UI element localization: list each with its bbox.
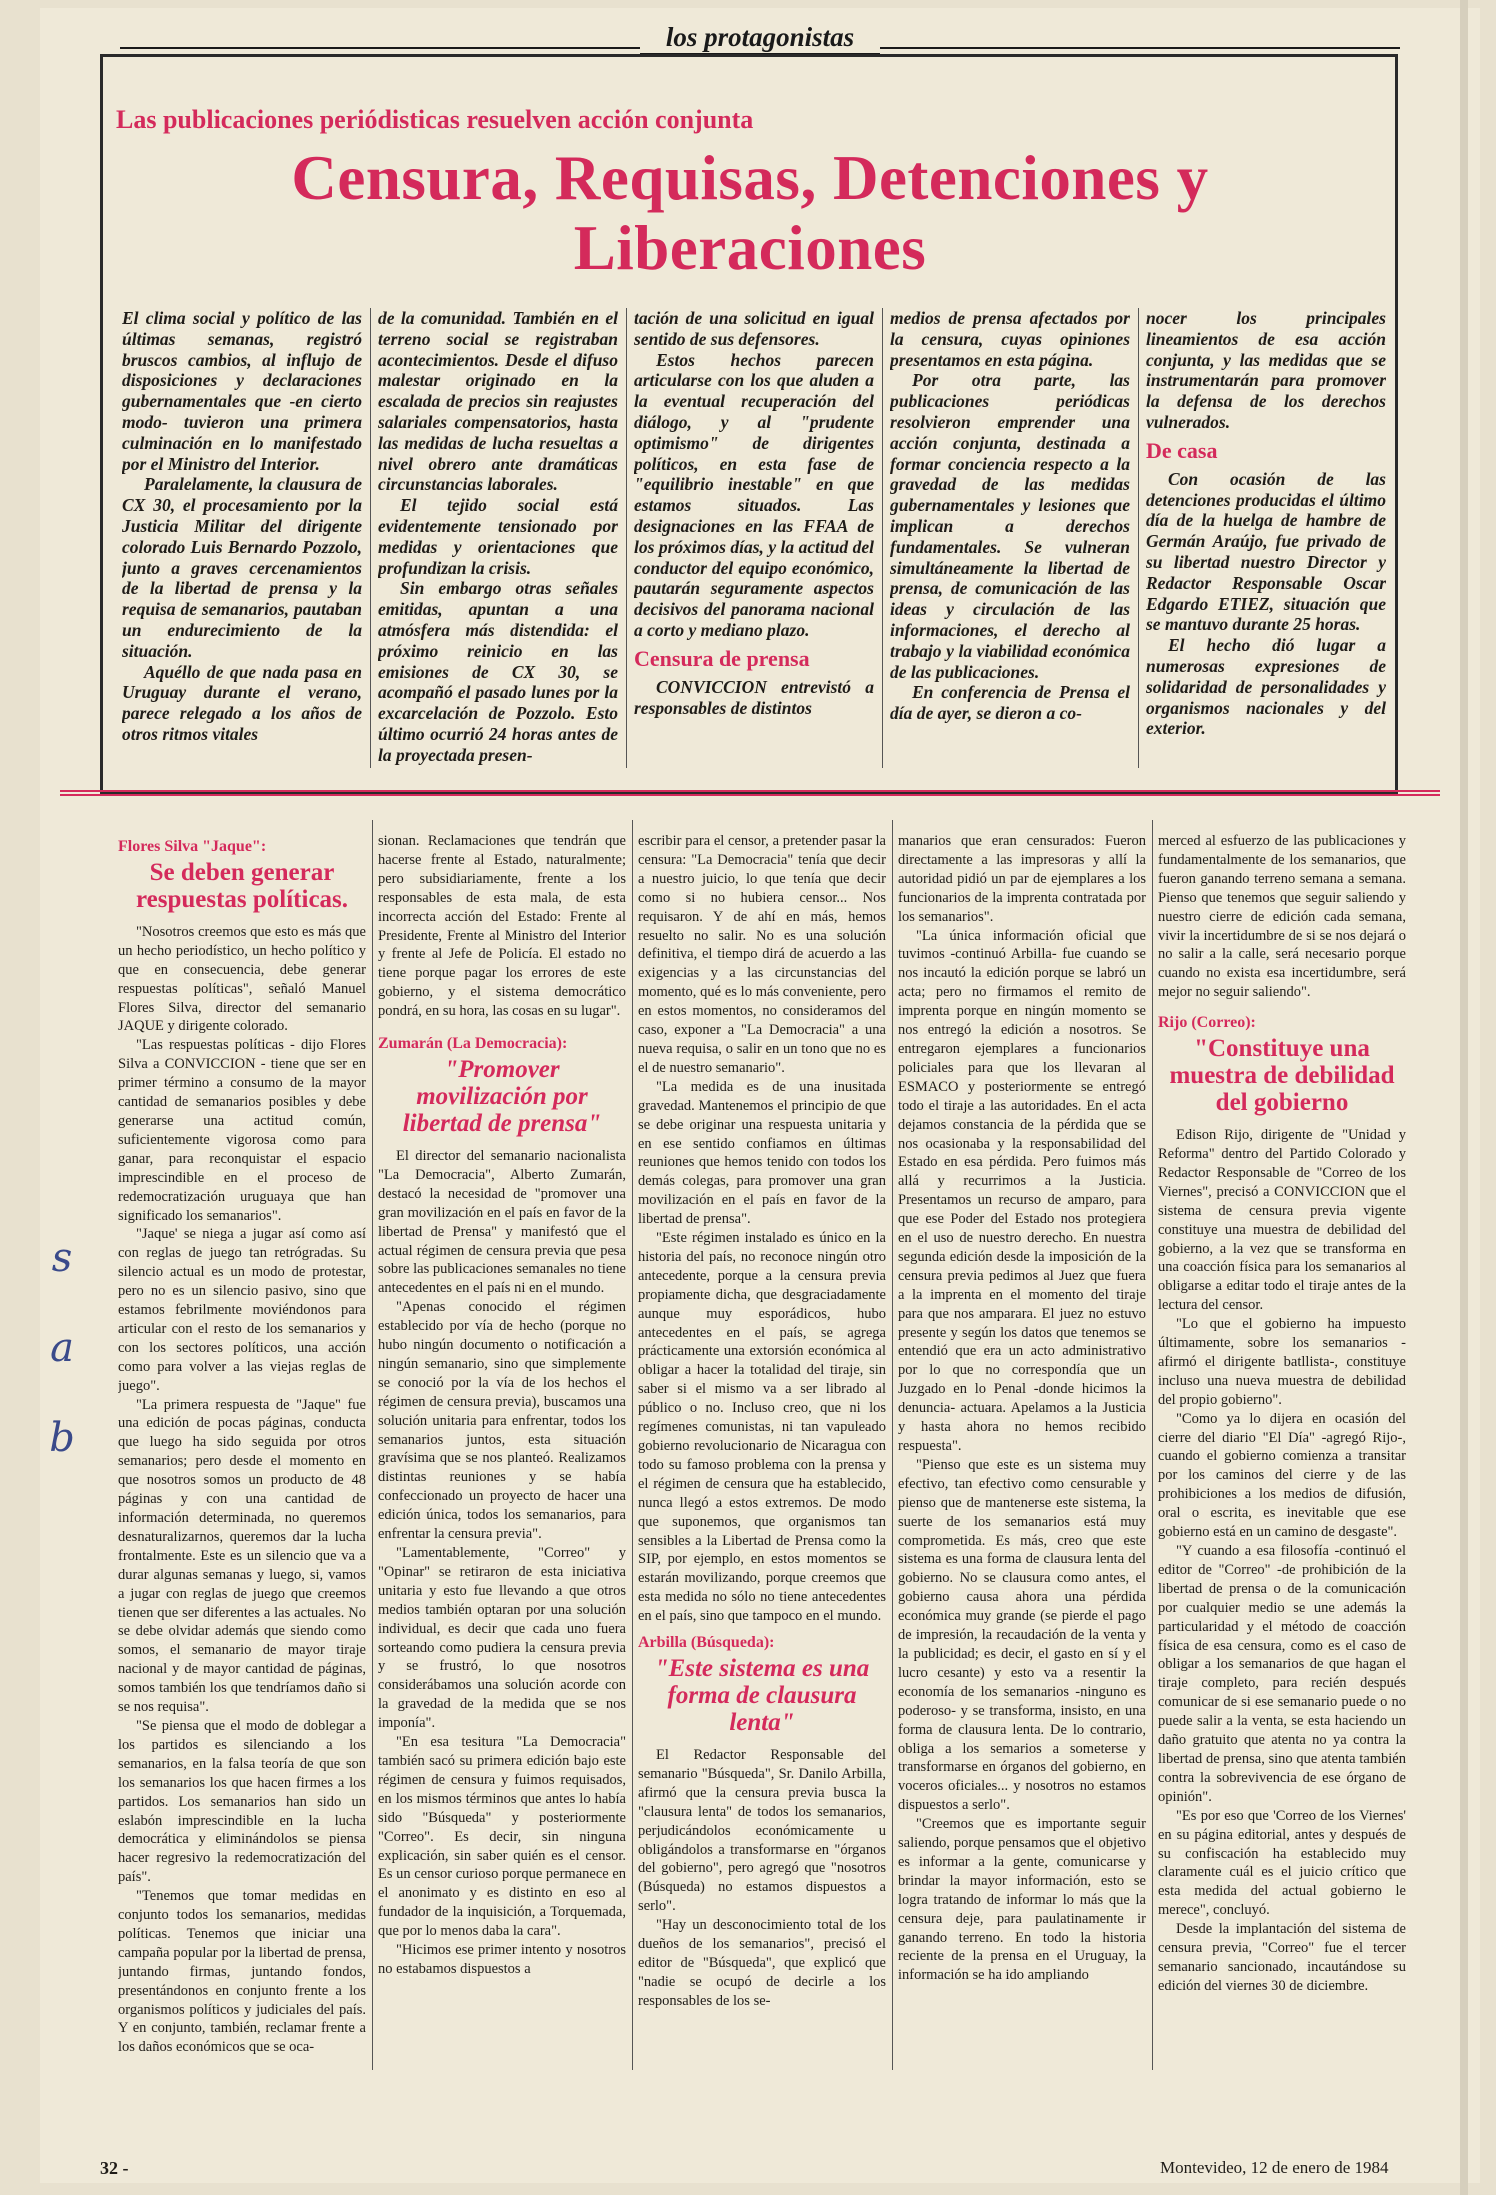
article-paragraph: "Apenas conocido el régimen establecido por vía de hecho (porque no hubo ningún documento o notificación a ningún semanario, sino que simplemente se conoció por la vía de los hechos el régimen de censura previa), buscamos una solución unitaria para enfrentar, todos los semanarios juntos, esta situación gravísima que se nos planteó. Realizamos distintas reuniones y se había confeccionado un proyecto de hacer una edición única, todos los semanarios, para enfrentar la censura previa". [378,1299,626,1543]
handwritten-mark: b [49,1415,75,1461]
article-paragraph: "Lamentablemente, "Correo" y "Opinar" se retiraron de esta iniciativa unitaria y esto fue llevando a que otros medios también optaran por una solución individual, es decir que cada uno fuera sorteando como pudiera la censura previa y se frustró, lo que nosotros considerábamos una solución acorde con la gravedad de la medida que se nos imponía". [378,1545,626,1732]
article-paragraph: "Creemos que es importante seguir saliendo, porque pensamos que el objetivo es informar a la gente, comunicarse y brindar la mayor información, esto se logra tratando de informar lo más que la censura deje, para paulatinamente ir ganando terreno. En todo la historia reciente de la prensa en el Uruguay, la información se ha ido ampliando [898,1816,1146,1984]
article-paragraph: El Redactor Responsable del semanario "Búsqueda", Sr. Danilo Arbilla, afirmó que la censura previa busca la "clausura lenta" de todos los semanarios, perjudicándolos económicamente u obligándolos a transformarse en "órganos del gobierno", pero agregó que "nosotros (Búsqueda) no estamos dispuestos a serlo". [638,1746,886,1915]
lead-paragraph: medios de prensa afectados por la censura, cuyas opiniones presentamos en esta página. [890,308,1130,370]
article-title: "Este sistema es una forma de clausura lenta" [654,1654,870,1736]
section-rule-right [880,47,1400,49]
article-paragraph: "Las respuestas políticas - dijo Flores Silva a CONVICCION - tiene que ser en primer término a consumo de la mayor cantidad de semanarios posibles y debe generarse una actitud común, suficientemente vigorosa como para ganar, para reconquistar el espacio imprescindible en el proceso de redemocratización uruguaya que han significado los semanarios". [118,1037,366,1224]
article-paragraph: "En esa tesitura "La Democracia" también sacó su primera edición bajo este régimen de censura y fuimos requisados, en los mismos términos que antes lo había sido "Búsqueda" y posteriormente "Correo". Es decir, sin ninguna explicación, sin saber quién es el censor. Es un censor curioso porque permanece en el anonimato y es distinto en eso al fundador de la inquisición, a Torquemada, que por lo menos daba la cara". [378,1734,626,1940]
section-rule-left [120,47,640,49]
lead-column-1 [122,308,362,770]
zumaran-column [378,832,626,2062]
column-divider [370,308,371,768]
lead-paragraph: El clima social y político de las últimas semanas, registró bruscos cambios, al influjo de disposiciones y declaraciones gubernamentales que -en cierto modo- tuvieron una primera culminación en lo manifestado por el Ministro del Interior. [122,308,362,474]
lead-paragraph: nocer los principales lineamientos de esa acción conjunta, y las medidas que se instrumentarán para promover la defensa de los derechos vulnerados. [1146,308,1386,432]
article-paragraph: escribir para el censor, a pretender pasar la censura: "La Democracia" tenía que decir a nuestro juicio, lo que tenía que decir como si no hubiera censor... Nos requisaron. Y de ahí en más, hemos resuelto no salir. No es una solución definitiva, el tiempo dirá de acuerdo a las exigencias y a las circunstancias del momento, qué es lo más conveniente, pero en estos momentos, no consideramos del caso, exponer a "La Democracia" a una nueva requisa, o salir en un tono que no es el de nuestro semanario". [638,833,886,1076]
lead-paragraph: Aquéllo de que nada pasa en Uruguay durante el verano, parece relegado a los años de otros ritmos vitales [122,661,362,744]
subhead-de-casa: De casa [1146,437,1218,463]
article-paragraph: sionan. Reclamaciones que tendrán que hacerse frente al Estado, naturalmente; pero subsidiariamente, frente a los responsables de esta mala, de esta incorrecta acción del Estado: Frente al Presidente, Frente al Ministro del Interior y frente al Jefe de Policía. El estado no tiene porque pagar los errores de este gobierno, y el sistema democrático pondrá, en su hora, las cosas en su lugar". [378,833,626,1020]
page-number: 32 - [100,2158,129,2178]
article-paragraph: "Hicimos ese primer intento y nosotros no estabamos dispuestos a [378,1942,626,1977]
column-divider [626,308,627,768]
lead-paragraph: Sin embargo otras señales emitidas, apuntan a una atmósfera más distendida: el próximo reinicio en las emisiones de CX 30, se acompañó el pasado lunes por la excarcelación de Pozzolo. Esto último ocurrió 24 horas antes de la proyectada presen- [378,578,618,765]
lead-paragraph: Con ocasión de las detenciones producidas el último día de la huelga de hambre de Germán Araújo, fue privado de su libertad nuestro Director y Redactor Responsable Oscar Edgardo ETIEZ, situación que se mantuvo durante 25 horas. [1146,468,1386,635]
byline: Rijo (Correo): [1158,1014,1256,1032]
handwritten-mark: s [51,1235,73,1281]
article-paragraph: "Pienso que este es un sistema muy efectivo, tan efectivo como censurable y pienso que de mantenerse este sistema, la suerte de los semanarios está muy comprometida. Es más, creo que este sistema es una forma de clausura lenta del gobierno. No se clausura como antes, el gobierno causa ahora una pérdida económica muy grande (se pierde el pago de impresión, la recaudación de la venta y la publicidad; es decir, el gasto en sí y el lucro cesante) y esto va a resentir la economía de los semanarios -ninguno es poderoso- y se transforma, insisto, en una forma de clausura lenta. De lo contrario, obliga a los semarios a someterse y transformarse en órganos del gobierno, en voceros oficiales... y nosotros no estamos dispuestos a serlo". [898,1456,1146,1814]
article-paragraph: "Este régimen instalado es único en la historia del país, no reconoce ningún otro antecedente, porque a la censura previa propiamente dicha, que desgraciadamente aunque muy esporádicos, hubo antecedentes en el país, se agrega prácticamente una extorsión económica al obligar a hacer la totalidad del tiraje, sin saber si el mismo va a ser librado al público o no. Incluso creo, que ni los regímenes comunistas, ni tan vapuleado gobierno revolucionario de Nicaragua con todo su famoso problema con la prensa y el régimen de censura que ha establecido, nunca llegó a estos extremos. De modo que suponemos, que organismos tan sensibles a la Libertad de Prensa como la SIP, por ejemplo, en estos momentos se estarán movilizando, porque creemos que esta medida no sólo no tiene antecedentes en el país, sino que tampoco en el mundo. [638,1230,886,1625]
rijo-column [1158,832,1406,2062]
kicker: Las publicaciones periódisticas resuelven acción conjunta [116,105,754,134]
lead-column-2 [378,308,618,770]
byline: Arbilla (Búsqueda): [638,1634,775,1652]
lead-paragraph: CONVICCION entrevistó a responsables de distintos [634,676,874,718]
column-divider [882,308,883,768]
article-paragraph: "Es por eso que 'Correo de los Viernes' en su página editorial, antes y después de su confiscación ha establecido muy claramente cuál es el juicio crítico que esta medida del actual gobierno le merece", concluyó. [1158,1807,1406,1919]
flores-silva-column [118,832,366,2062]
lead-paragraph: Paralelamente, la clausura de CX 30, el procesamiento por la Justicia Militar del dirigente colorado Luis Bernardo Pozzolo, junto a graves cercenamientos de la libertad de prensa y la requisa de semanarios, pautaban un endurecimiento de la situación. [122,474,362,661]
article-paragraph: "La primera respuesta de "Jaque" fue una edición de pocas páginas, conducta que luego ha sido seguida por otros semanarios; pero desde el momento en que nosotros somos un producto de 48 páginas y con una cantidad de información determinada, no queremos desnaturalizarnos, queremos dar la lucha frontalmente. Este es un silencio que va a durar algunas semanas y luego, si, vamos a jugar con reglas de juego que creemos tienen que ser diferentes a las actuales. No se debe olvidar además que siendo como somos, el semanario de mayor tiraje nacional y de mayor cantidad de páginas, somos también los que tendríamos daño si se nos requisa". [118,1396,366,1716]
lead-paragraph: En conferencia de Prensa el día de ayer, se dieron a co- [890,682,1130,724]
section-header: los protagonistas [640,22,880,55]
lead-paragraph: tación de una solicitud en igual sentido de sus defensores. [634,308,874,349]
lead-paragraph: de la comunidad. También en el terreno social se registraban acontecimientos. Desde el difuso malestar originado en la escalada de precios sin reajustes salariales compensatorios, hasta las medidas de lucha resueltas a nivel obrero ante dramáticas circunstancias laborales. [378,308,618,495]
zumaran-arbilla-column [638,832,886,2062]
headline: Censura, Requisas, Detenciones y Liberaciones [291,143,1209,283]
article-paragraph: "La única información oficial que tuvimos -continuó Arbilla- fue cuando se nos incautó la edición porque se labró un acta; pero no firmamos el remito de imprenta porque en ningún momento se nos entregó la edición a nosotros. Se entregaron ejemplares a funcionarios policiales para que los llevaran al ESMACO y posteriormente se entregó todo el tiraje a las autoridades. En el acta dejamos constancia de la pérdida que se nos ocasionaba y la responsabilidad del Estado en esa pérdida. Pero fuimos más allá y recurrimos a la Justicia. Presentamos un recurso de amparo, para que ese Poder del Estado nos protegiera en el uso de nuestro derecho. En nuestra segunda edición desde la imposición de la censura previa pedimos al Juez que fuera a la imprenta en el momento del tiraje para que nos amparara. El juez no estuvo presente y según los datos que tenemos se entendió que era un acto administrativo por lo que no correspondía que un Juzgado en lo Penal -donde hicimos la denuncia- actuara. Apelamos a la Justicia y hasta ahora no hemos recibido respuesta". [898,927,1146,1454]
byline: Flores Silva "Jaque": [118,838,267,855]
column-divider [892,820,893,2070]
article-paragraph: "Como ya lo dijera en ocasión del cierre del diario "El Día" -agregó Rijo-, cuando el gobierno comienza a transitar por los caminos del cierre y de las prohibiciones a los medios de difusión, oral o escrita, es inevitable que ese gobierno está en un camino de desgaste". [1158,1410,1406,1541]
article-title: "Constituye una muestra de debilidad del gobierno [1169,1035,1395,1117]
arbilla-column [898,832,1146,2062]
article-paragraph: "Lo que el gobierno ha impuesto últimamente, sobre los semanarios - afirmó el dirigente batllista-, constituye incluso una nueva muestra de debilidad del propio gobierno". [1158,1316,1406,1408]
article-paragraph: manarios que eran censurados: Fueron directamente a las impresoras y allí la autoridad pidió un par de ejemplares a los funcionarios de la imprenta contratada por los semanarios". [898,833,1146,925]
lead-column-3 [634,308,874,770]
lead-paragraph: El tejido social está evidentemente tensionado por medidas y orientaciones que profundizan la crisis. [378,495,618,578]
article-paragraph: "Hay un desconocimiento total de los dueños de los semanarios", precisó el editor de "Búsqueda", que explicó que "nadie se ocupó de decirle a los responsables de los se- [638,1917,886,2009]
article-paragraph: Desde la implantación del sistema de censura previa, "Correo" fue el tercer semanario sancionado, incautándose su edición del viernes 30 de diciembre. [1158,1921,1406,1994]
byline: Zumarán (La Democracia): [378,1035,568,1053]
column-divider [372,820,373,2070]
article-paragraph: "La medida es de una inusitada gravedad. Mantenemos el principio de que se debe originar una respuesta unitaria y en ese sentido confiamos en últimas reuniones que hemos tenido con todos los demás colegas, para promover una gran movilización en el país en favor de la libertad de prensa". [638,1078,886,1228]
article-title: "Promover movilización por libertad de prensa" [402,1055,602,1137]
page-edge [1460,0,1468,2195]
column-divider [1152,820,1153,2070]
lead-paragraph: El hecho dió lugar a numerosas expresiones de solidaridad de personalidades y organismos nacionales y del exterior. [1146,635,1386,739]
column-divider [1138,308,1139,768]
column-divider [632,820,633,2070]
article-title: Se deben generar respuestas políticas. [135,858,349,913]
article-paragraph: Edison Rijo, dirigente de "Unidad y Reforma" dentro del Partido Colorado y Redactor Responsable de "Correo de los Viernes", precisó a CONVICCION que el sistema de censura previa vigente constituye una muestra de debilidad del gobierno, a la vez que se transforma en una coacción física para los semanarios al obligarse a editar todo el tiraje antes de la lectura del censor. [1158,1127,1406,1314]
article-paragraph: "Tenemos que tomar medidas en conjunto todos los semanarios, medidas políticas. Tenemos que iniciar una campaña popular por la libertad de prensa, juntando firmas, juntando fondos, presentándonos en conjunto frente a los organismos políticos y judiciales del país. Y en conjunto, también, reclamar frente a los daños económicos que se oca- [118,1888,366,2056]
article-paragraph: El director del semanario nacionalista "La Democracia", Alberto Zumarán, destacó la necesidad de "promover una gran movilización en el país en favor de la libertad de Prensa" y manifestó que el actual régimen de censura previa que pesa sobre las publicaciones semanales no tiene antecedentes en el país ni en el mundo. [378,1147,626,1297]
lead-column-4 [890,308,1130,770]
lead-column-5 [1146,308,1386,770]
article-paragraph: "Y cuando a esa filosofía -continuó el editor de "Correo" -de prohibición de la libertad de prensa o de la comunicación por cualquier medio se une además la particularidad y el método de coacción física de esa censura, como es el caso de obligar a los semanarios de que hagan el tiraje completo, para recién después comunicar de si ese semanario puede o no puede salir a la venta, se esta haciendo un daño gratuito que atenta no ya contra la libertad de prensa, sino que atenta también contra la sobrevivencia de ese órgano de opinión". [1158,1543,1406,1805]
article-paragraph: "Jaque' se niega a jugar así como así con reglas de juego tan retrógradas. Su silencio actual es un modo de protestar, pero no es un silencio pasivo, sino que estamos febrilmente moviéndonos para articular con el resto de los semanarios y con los sectores políticos, una acción como para volver a las viejas reglas de juego". [118,1226,366,1394]
handwritten-mark: a [50,1325,74,1371]
dateline: Montevideo, 12 de enero de 1984 [1160,2158,1389,2177]
lead-paragraph: Estos hechos parecen articularse con los que aluden a la eventual recuperación del diálogo, y al "prudente optimismo" de dirigentes políticos, en esta fase de "equilibrio inestable" en que estamos situados. Las designaciones en las FFAA de los próximos días, y la actitud del conductor del equipo económico, pautarán seguramente aspectos decisivos del panorama nacional a corto y mediano plazo. [634,349,874,640]
article-paragraph: "Se piensa que el modo de doblegar a los partidos es silenciando a los semanarios, en la falsa teoría de que son los semanarios los que hacen firmes a los partidos. Los semanarios han sido un eslabón imprescindible en la lucha democrática y eliminándolos se piensa hacer regresivo la redemocratización del país". [118,1717,366,1886]
article-paragraph: "Nosotros creemos que esto es más que un hecho periodístico, un hecho político y que en consecuencia, debe generar respuestas políticas", señaló Manuel Flores Silva, director del semanario JAQUE y dirigente colorado. [118,923,366,1035]
subhead-censura: Censura de prensa [634,645,810,671]
section-divider-rule [60,790,1440,796]
article-paragraph: merced al esfuerzo de las publicaciones y fundamentalmente de los semanarios, que fueron ganando terreno semana a semana. Pienso que tenemos que seguir saliendo y nuestro cierre de edición cada semana, vivir la incertidumbre de si se nos dejará o no salir a la calle, será necesario porque cuando no exista esa incertidumbre, será mejor no seguir saliendo". [1158,833,1406,1001]
lead-paragraph: Por otra parte, las publicaciones periódicas resolvieron emprender una acción conjunta, destinada a formar conciencia respecto a la gravedad de las medidas gubernamentales y lesiones que implican a derechos fundamentales. Se vulneran simultáneamente la libertad de prensa, de comunicación de las ideas y circulación de las informaciones, el derecho al trabajo y la viabilidad económica de las publicaciones. [890,370,1130,682]
